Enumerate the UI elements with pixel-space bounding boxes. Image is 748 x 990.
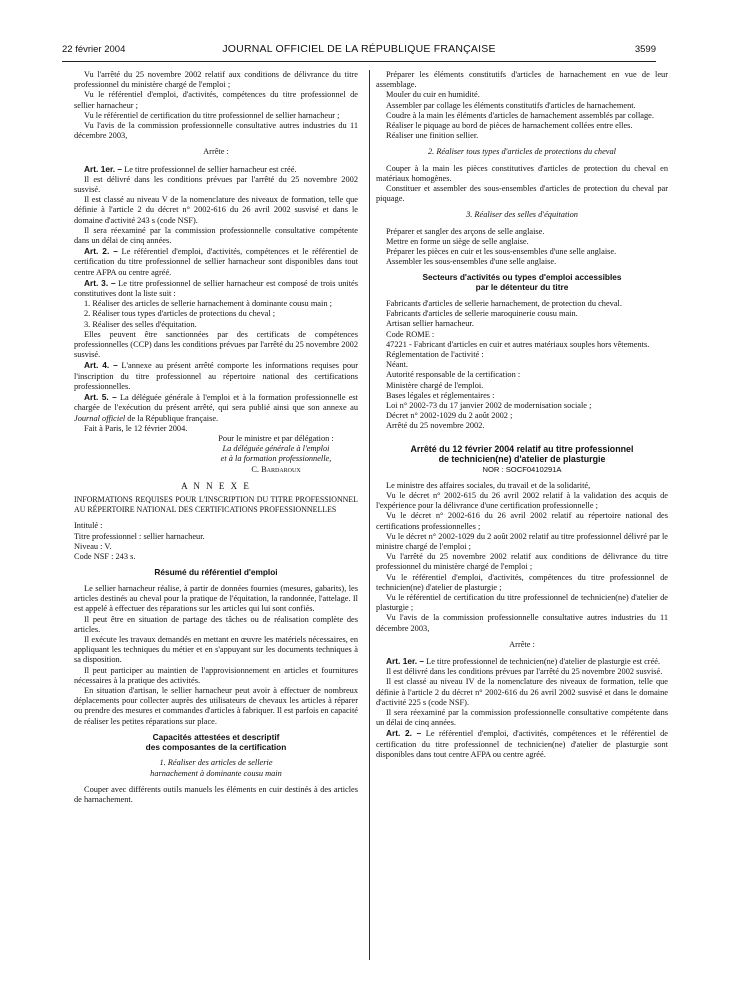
paragraph: En situation d'artisan, le sellier harnacheur peut avoir à effectuer de nombreux déplacements pour collecter auprès des utilisateurs de chevaux les articles à réparer ou prendre des mesures et commandes d'articles à fabriquer. Il est parfois en capacité de réaliser les petites réparations sur place. (74, 685, 358, 726)
paragraph: Il est classé au niveau V de la nomenclature des niveaux de formation, telle que définie à l'article 2 du décret n° 2002-616 du 26 avril 2002 susvisé et dans le domaine d'activité 243 s (code NSF). (74, 195, 358, 225)
header-rule (62, 61, 656, 62)
autorite-label: Autorité responsable de la certification : (386, 370, 521, 380)
section-heading: Secteurs d'activités ou types d'emploi accessibles (422, 272, 622, 283)
unit-item: 1. Réaliser des articles de sellerie harnachement à dominante cousu main ; (84, 299, 332, 309)
paragraph: Préparer les éléments constitutifs d'articles de harnachement en vue de leur assemblage. (376, 70, 668, 90)
article-label: Art. 3. – (84, 277, 116, 288)
article-2: Art. 2. – Le référentiel d'emploi, d'activités, compétences et le référentiel de certification du titre professionnel de sellier harnacheur sont disponibles dans tout centre AFPA ou centre agréé. (74, 246, 358, 277)
annexe-info-title: INFORMATIONS REQUISES POUR L'INSCRIPTION DU TITRE PROFESSIONNEL AU RÉPERTOIRE NATIONAL DES CERTIFICATIONS PROFESSIONNELLES (74, 494, 358, 515)
legal-ref: Arrêté du 25 novembre 2002. (386, 421, 485, 431)
article-label: Art. 2. – (386, 728, 422, 739)
visa: Vu le référentiel de certification du titre professionnel de technicien(ne) d'atelier de plasturgie ; (376, 592, 668, 613)
signature-line: Pour le ministre et par délégation : (218, 433, 334, 443)
nsf-field: Code NSF : 243 s. (74, 551, 136, 561)
legal-ref: Décret n° 2002-1029 du 2 août 2002 ; (386, 411, 513, 421)
visa: Vu l'arrêté du 25 novembre 2002 relatif aux conditions de délivrance du titre professionnel du ministère chargé de l'emploi ; (74, 70, 358, 90)
autorite-value: Ministère chargé de l'emploi. (386, 380, 484, 390)
decree-title: de technicien(ne) d'atelier de plasturgie (438, 454, 606, 465)
section-heading: des composantes de la certification (145, 741, 287, 752)
section-heading: Résumé du référentiel d'emploi (154, 567, 278, 578)
fait-a-paris: Fait à Paris, le 12 février 2004. (84, 423, 188, 433)
legal-ref: Loi n° 2002-73 du 17 janvier 2002 de modernisation sociale ; (386, 401, 592, 411)
decree-title: Arrêté du 12 février 2004 relatif au titre professionnel (410, 443, 634, 454)
paragraph: Réaliser une finition sellier. (386, 131, 479, 141)
page-header (62, 44, 656, 58)
unit-item: 3. Réaliser des selles d'équitation. (84, 319, 197, 329)
article-label: Art. 2. – (84, 246, 118, 257)
article-4: Art. 4. – L'annexe au présent arrêté comporte les informations requises pour l'inscription du titre professionnel au répertoire national des certifications professionnelles. (74, 360, 358, 391)
paragraph: Mettre en forme un siège de selle anglaise. (386, 236, 529, 246)
visa: Vu l'avis de la commission professionnelle consultative autres industries du 11 décembre 2003, (376, 613, 668, 633)
paragraph: Fabricants d'articles de sellerie harnachement, de protection du cheval. (386, 299, 622, 309)
rome-label: Code ROME : (386, 329, 435, 339)
article-2: Art. 2. – Le référentiel d'emploi, d'activités, compétences et le référentiel de certification du titre professionnel de technicien(ne) d'atelier de plasturgie sont disponibles dans tout centre AFPA ou centre agréé. (376, 728, 668, 759)
niveau-field: Niveau : V. (74, 541, 112, 551)
paragraph: Couper avec différents outils manuels les éléments en cuir destinés à des articles de harnachement. (74, 784, 358, 804)
article-5: Art. 5. – La déléguée générale à l'emploi et à la formation professionnelle est chargée de l'exécution du présent arrêté, qui sera publié ainsi que son annexe au Journal officiel de la République française. (74, 392, 358, 423)
bases-label: Bases légales et réglementaires : (386, 390, 495, 400)
paragraph: Préparer les pièces en cuir et les sous-ensembles d'une selle anglaise. (386, 247, 617, 257)
paragraph: Il sera réexaminé par la commission professionnelle consultative compétente dans un délai de cinq années. (376, 707, 668, 728)
paragraph: Artisan sellier harnacheur. (386, 319, 474, 329)
subsection-title: 3. Réaliser des selles d'équitation (466, 210, 578, 220)
article-label: Art. 4. – (84, 360, 118, 371)
article-label: Art. 5. – (84, 392, 117, 403)
paragraph: Il exécute les travaux demandés en mettant en œuvre les matériels nécessaires, en appliquant les techniques du métier et en s'appuyant sur les documents techniques à sa disposition. (74, 634, 358, 665)
journal-officiel-ref: Journal officiel (74, 413, 126, 423)
right-column (376, 70, 668, 760)
page-number: 3599 (634, 44, 656, 55)
intitule-label: Intitulé : (74, 521, 103, 531)
article-label: Art. 1er. – (386, 655, 425, 666)
arrete-label: Arrête : (203, 147, 229, 157)
rome-value: 47221 - Fabricant d'articles en cuir et autres matériaux souples hors vêtements. (386, 339, 650, 349)
paragraph: Il peut être en situation de partage des tâches ou de réalisation complète des articles. (74, 614, 358, 634)
header-date: 22 février 2004 (62, 44, 126, 55)
arrete-label: Arrête : (509, 639, 535, 649)
unit-item: 2. Réaliser tous types d'articles de protections du cheval ; (84, 309, 276, 319)
nor-reference: NOR : SOCF0410291A (482, 464, 562, 474)
section-heading: Capacités attestées et descriptif (152, 731, 280, 742)
paragraph: Le ministre des affaires sociales, du travail et de la solidarité, (386, 480, 591, 490)
paragraph: Il est délivré dans les conditions prévues par l'arrêté du 25 novembre 2002 susvisé. (74, 174, 358, 195)
paragraph: Assembler les sous-ensembles d'une selle anglaise. (386, 257, 557, 267)
visa: Vu le décret n° 2002-615 du 26 avril 2002 relatif à la validation des acquis de l'expérience pour la délivrance d'une certification professionnelle ; (376, 490, 668, 511)
paragraph: Fabricants d'articles de sellerie maroquinerie cousu main. (386, 309, 578, 319)
article-label: Art. 1er. – (84, 163, 123, 174)
visa: Vu l'arrêté du 25 novembre 2002 relatif aux conditions de délivrance du titre professionnel du ministère chargé de l'emploi ; (376, 552, 668, 572)
reglementation-label: Réglementation de l'activité : (386, 350, 484, 360)
visa: Vu le référentiel d'emploi, d'activités, compétences du titre professionnel de sellier harnacheur ; (74, 90, 358, 110)
visa: Vu le décret n° 2002-1029 du 2 août 2002 relatif au titre professionnel délivré par le ministre chargé de l'emploi ; (376, 531, 668, 551)
paragraph: Il sera réexaminé par la commission professionnelle consultative compétente dans un délai de cinq années. (74, 225, 358, 246)
paragraph: Constituer et assembler des sous-ensembles d'articles de protection du cheval par piquage. (376, 184, 668, 204)
paragraph: Réaliser le piquage au bord de pièces de harnachement collées entre elles. (386, 121, 633, 131)
paragraph: Mouler du cuir en humidité. (386, 90, 480, 100)
left-column (74, 70, 358, 805)
paragraph: Elles peuvent être sanctionnées par des certificats de compétences professionnelles (CCP) dans les conditions prévues par l'arrêté du 25 novembre 2002 susvisé. (74, 329, 358, 360)
section-heading: par le détenteur du titre (475, 282, 569, 293)
journal-title: JOURNAL OFFICIEL DE LA RÉPUBLIQUE FRANÇAISE (222, 43, 496, 55)
article-1: Art. 1er. – Le titre professionnel de technicien(ne) d'atelier de plasturgie est créé. (386, 655, 661, 666)
column-divider (369, 70, 370, 960)
subsection-title: 2. Réaliser tous types d'articles de protections du cheval (427, 147, 616, 157)
signature-line: La déléguée générale à l'emploi (222, 444, 330, 454)
paragraph: Le sellier harnacheur réalise, à partir de données fournies (mesures, gabarits), les articles destinés au cheval pour la pratique de l'équitation, la randonnée, l'attelage. Il est appelé à effectuer des réparations sur les articles qui lui sont confiés. (74, 583, 358, 614)
paragraph: Il est délivré dans les conditions prévues par l'arrêté du 25 novembre 2002 susvisé. (386, 667, 663, 677)
signatory-name: C. Bardaroux (251, 464, 301, 474)
visa: Vu le référentiel d'emploi, d'activités, compétences du titre professionnel de technicien(ne) d'atelier de plasturgie ; (376, 572, 668, 592)
article-1: Art. 1er. – Le titre professionnel de sellier harnacheur est créé. (84, 163, 297, 174)
paragraph: Coudre à la main les éléments d'articles de harnachement assemblés par collage. (386, 110, 654, 120)
signature-block (194, 434, 358, 475)
signature-line: et à la formation professionnelle, (220, 454, 332, 464)
visa: Vu le référentiel de certification du titre professionnel de sellier harnacheur ; (84, 110, 340, 120)
paragraph: Assembler par collage les éléments constitutifs d'articles de harnachement. (386, 100, 636, 110)
titre-field: Titre professionnel : sellier harnacheur. (74, 531, 205, 541)
article-3: Art. 3. – Le titre professionnel de sellier harnacheur est composé de trois unités constitutives dont la liste suit : (74, 277, 358, 299)
visa: Vu le décret n° 2002-616 du 26 avril 2002 relatif au répertoire national des certifications professionnelles ; (376, 511, 668, 531)
visa: Vu l'avis de la commission professionnelle consultative autres industries du 11 décembre 2003, (74, 121, 358, 141)
paragraph: Il peut participer au maintien de l'approvisionnement en articles et fournitures nécessaires à la pratique des activités. (74, 665, 358, 685)
paragraph: Préparer et sangler des arçons de selle anglaise. (386, 226, 545, 236)
reglementation-value: Néant. (386, 360, 409, 370)
annexe-heading: A N N E X E (181, 480, 251, 491)
paragraph: Couper à la main les pièces constitutives d'articles de protection du cheval en matériaux homogènes. (376, 163, 668, 183)
subsection-title: harnachement à dominante cousu main (150, 768, 282, 778)
subsection-title: 1. Réaliser des articles de sellerie (159, 758, 273, 768)
paragraph: Il est classé au niveau IV de la nomenclature des niveaux de formation, telle que définie à l'article 2 du décret n° 2002-616 du 26 avril 2002 susvisé et dans le domaine d'activité 225 s (code NSF). (376, 677, 668, 707)
